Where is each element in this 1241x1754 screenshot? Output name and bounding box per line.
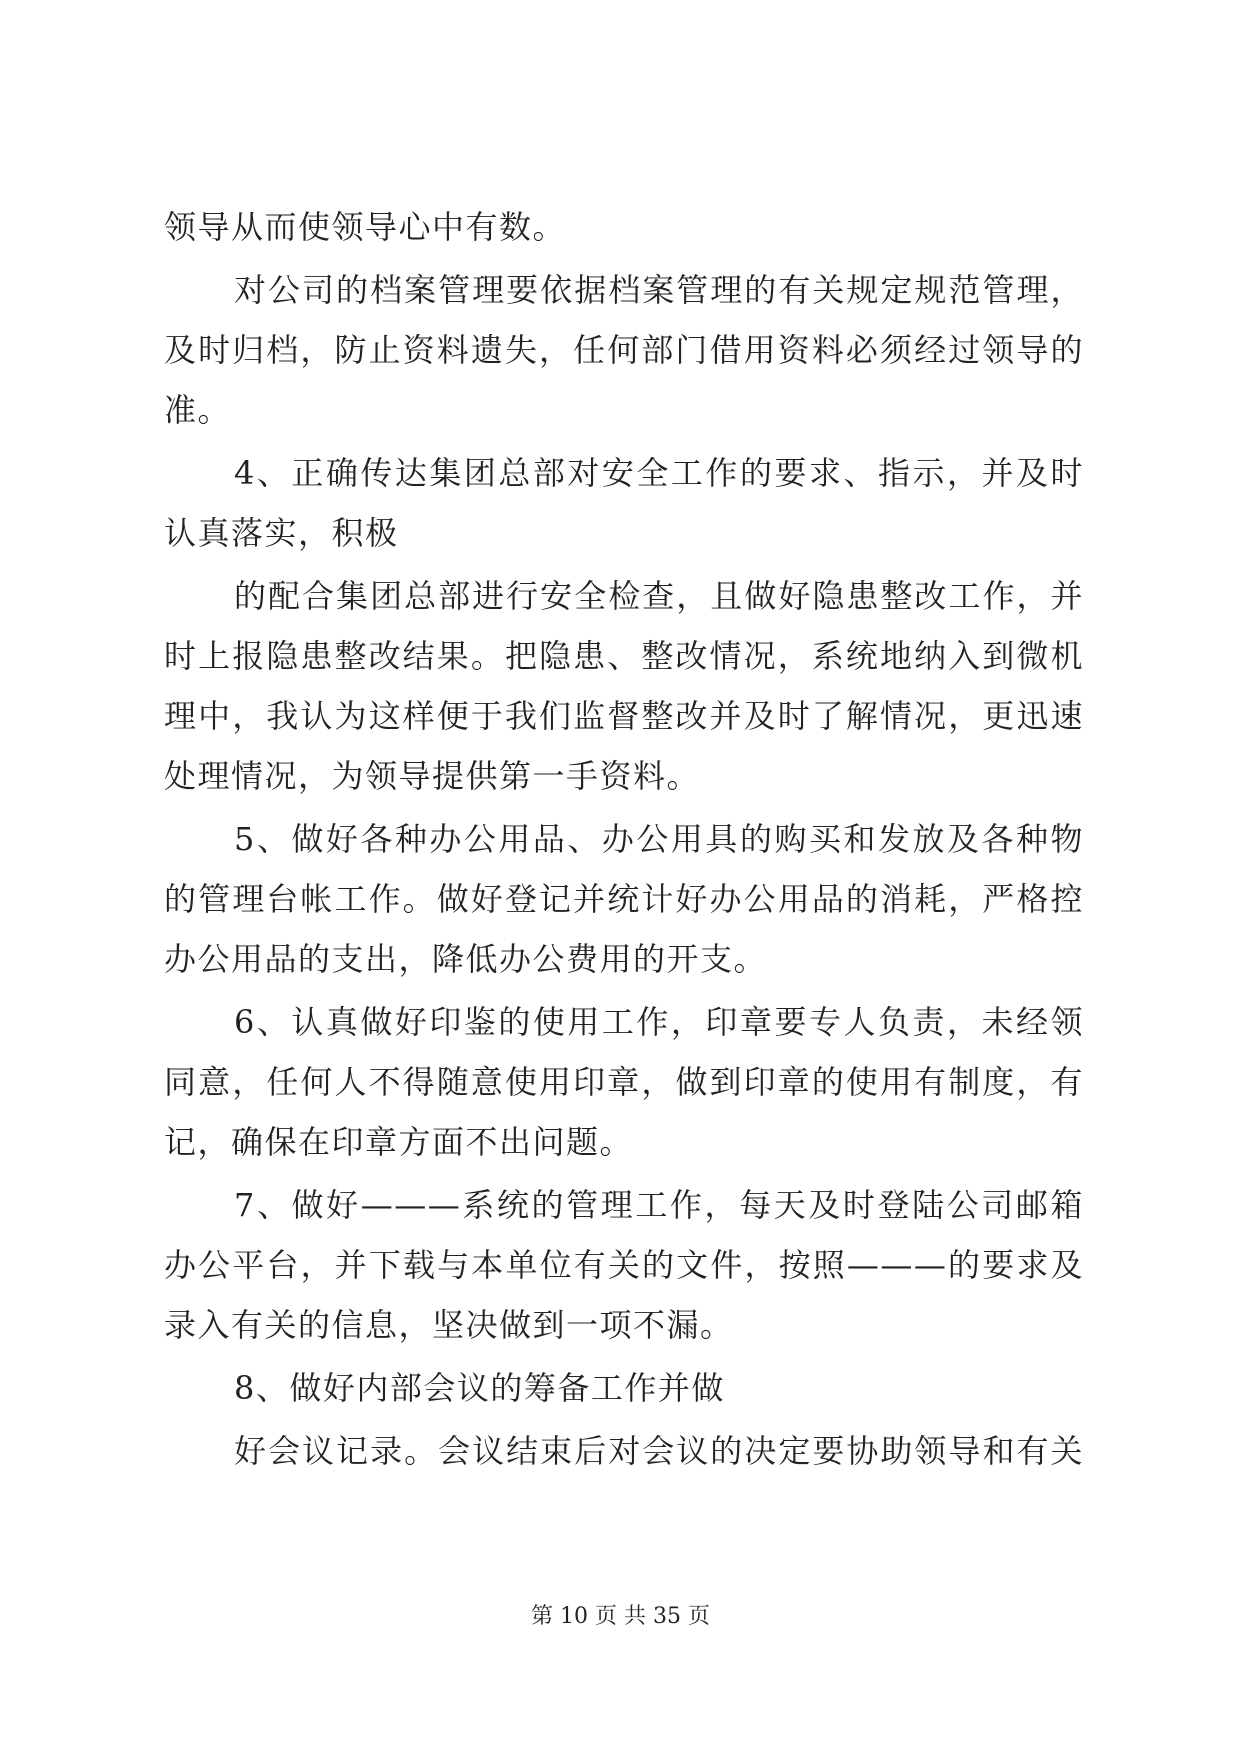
text-line: 时上报隐患整改结果。把隐患、整改情况，系统地纳入到微机 <box>164 637 1084 675</box>
page-number-footer: 第 10 页 共 35 页 <box>531 1604 710 1629</box>
text-line: 办公平台，并下载与本单位有关的文件，按照———的要求及 <box>164 1246 1084 1284</box>
text-line: 8、做好内部会议的筹备工作并做 <box>234 1369 725 1407</box>
text-line: 录入有关的信息，坚决做到一项不漏。 <box>164 1306 734 1344</box>
text-line: 4、正确传达集团总部对安全工作的要求、指示，并及时 <box>234 454 1084 492</box>
text-line: 的配合集团总部进行安全检查，且做好隐患整改工作，并 <box>234 577 1084 615</box>
text-line: 办公用品的支出，降低办公费用的开支。 <box>164 940 768 978</box>
text-line: 同意，任何人不得随意使用印章，做到印章的使用有制度，有 <box>164 1063 1084 1101</box>
text-line: 理中，我认为这样便于我们监督整改并及时了解情况，更迅速 <box>164 697 1084 735</box>
text-line: 6、认真做好印鉴的使用工作，印章要专人负责，未经领 <box>234 1003 1084 1041</box>
text-line: 准。 <box>164 391 232 429</box>
text-line: 记，确保在印章方面不出问题。 <box>164 1123 634 1161</box>
text-line: 好会议记录。会议结束后对会议的决定要协助领导和有关 <box>234 1432 1084 1470</box>
text-line: 对公司的档案管理要依据档案管理的有关规定规范管理， <box>234 271 1084 309</box>
text-line: 及时归档，防止资料遗失，任何部门借用资料必须经过领导的 <box>164 331 1084 369</box>
text-line: 处理情况，为领导提供第一手资料。 <box>164 757 701 795</box>
text-line: 的管理台帐工作。做好登记并统计好办公用品的消耗，严格控 <box>164 880 1084 918</box>
text-line: 5、做好各种办公用品、办公用具的购买和发放及各种物 <box>234 820 1084 858</box>
text-line: 认真落实，积极 <box>164 514 399 552</box>
text-line: 7、做好———系统的管理工作，每天及时登陆公司邮箱 <box>234 1186 1084 1224</box>
text-line: 领导从而使领导心中有数。 <box>164 208 567 246</box>
